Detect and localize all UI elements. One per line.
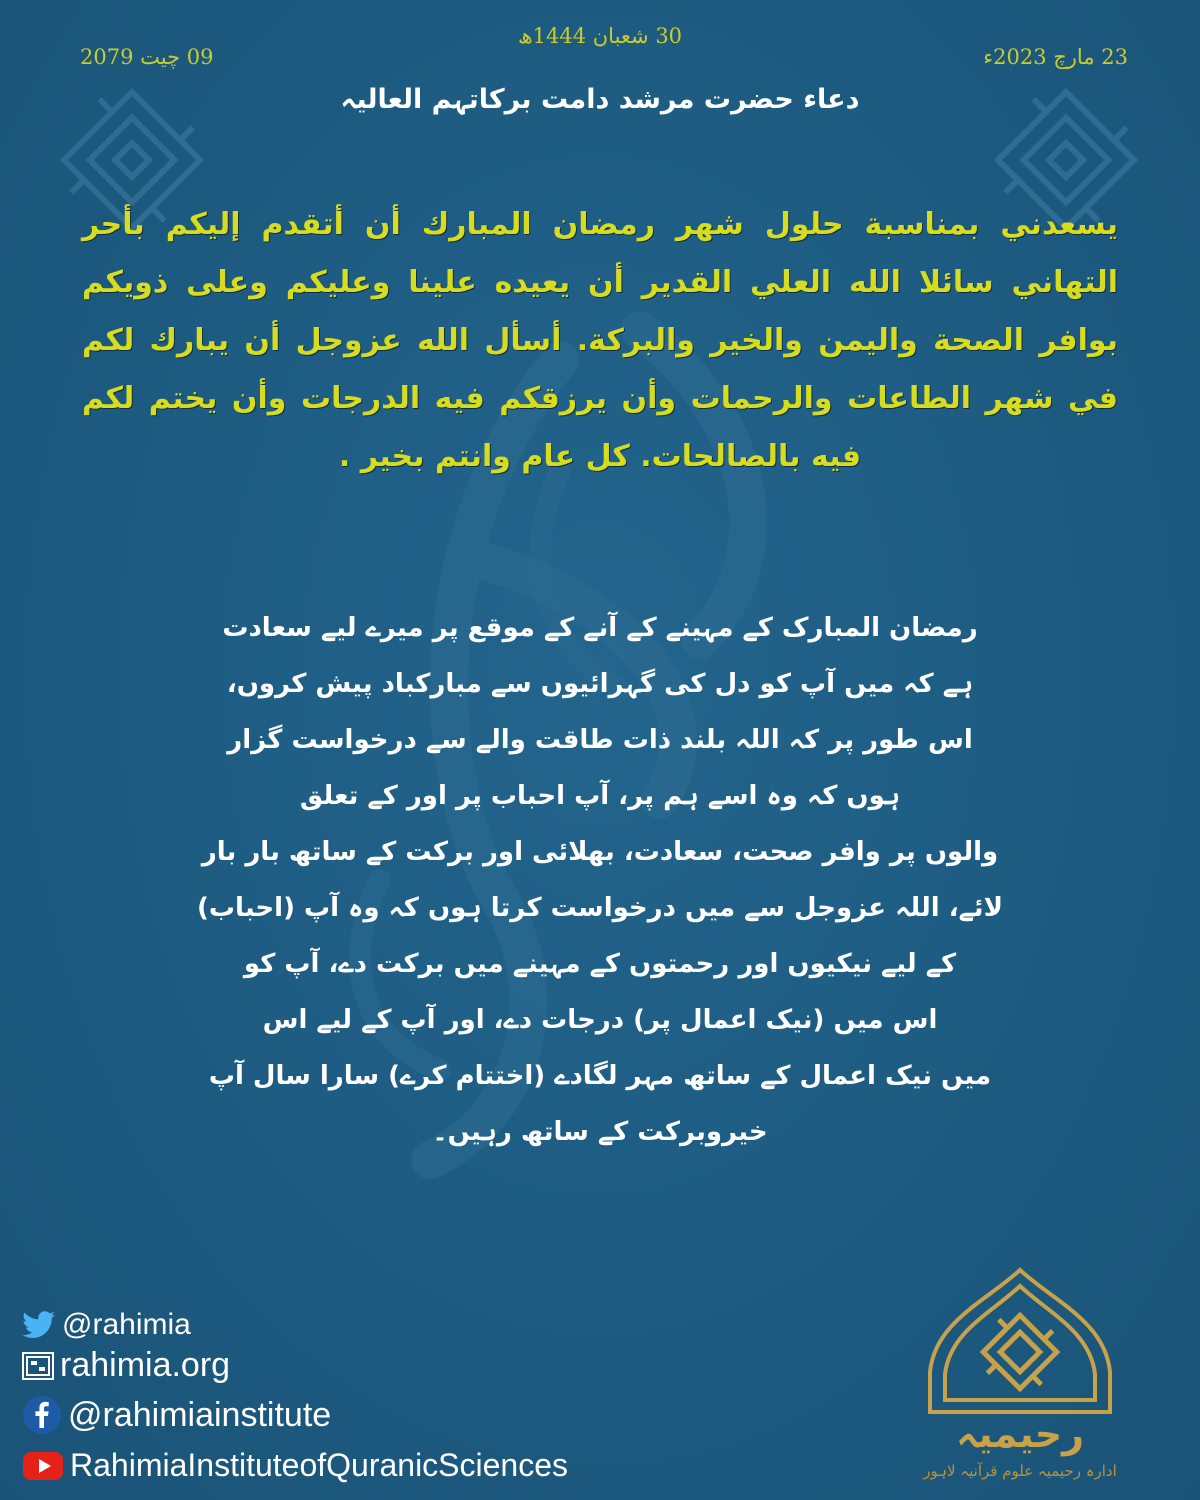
urdu-message (190, 600, 1010, 1160)
youtube-icon (22, 1451, 64, 1481)
logo-name: رحیمیہ (955, 1412, 1085, 1456)
youtube-channel: RahimiaInstituteofQuranicSciences (70, 1447, 569, 1483)
twitter-handle: @rahimia (62, 1308, 191, 1341)
twitter-link[interactable] (22, 1308, 191, 1342)
urdu-line: ہے کہ میں آپ کو دل کی گہرائیوں سے مبارکباد پیش کروں، (226, 669, 974, 699)
facebook-handle: @rahimiainstitute (68, 1395, 332, 1434)
page-title: دعاء حضرت مرشد دامت برکاتہم العالیہ (340, 84, 860, 115)
urdu-line: اس میں (نیک اعمال پر) درجات دے، اور آپ کے لیے اس (262, 1005, 938, 1035)
hijri-date: 30 شعبان 1444ھ (517, 24, 683, 48)
urdu-line: خیروبرکت کے ساتھ رہیں۔ (432, 1117, 768, 1147)
gregorian-date: 23 مارچ 2023ء (983, 45, 1128, 69)
twitter-icon (22, 1311, 56, 1339)
rahimia-logo (905, 1262, 1135, 1487)
bikrami-date: 09 چیت 2079 (80, 45, 214, 69)
facebook-icon (22, 1395, 62, 1435)
youtube-link[interactable] (22, 1447, 568, 1484)
urdu-line: والوں پر وافر صحت، سعادت، بھلائی اور برکت کے ساتھ بار بار (201, 837, 999, 867)
facebook-link[interactable] (22, 1395, 331, 1435)
website-icon (22, 1352, 54, 1380)
urdu-line: کے لیے نیکیوں اور رحمتوں کے مہینے میں برکت دے، آپ کو (243, 949, 957, 979)
urdu-line: میں نیک اعمال کے ساتھ مہر لگادے (اختتام کرے) سارا سال آپ (208, 1061, 992, 1091)
website-link[interactable] (22, 1346, 230, 1385)
urdu-line: لائے، اللہ عزوجل سے میں درخواست کرتا ہوں کہ وہ آپ (احباب) (197, 893, 1003, 923)
urdu-line: اس طور پر کہ اللہ بلند ذات طاقت والے سے درخواست گزار (227, 725, 973, 755)
website-url: rahimia.org (60, 1346, 231, 1384)
arabic-message: يسعدني بمناسبة حلول شهر رمضان المبارك أن أتقدم إليكم بأحر التهاني سائلا الله العلي القدير أن يعيده علينا وعليكم وعلى ذويكم بوافر الصحة واليمن والخير والبركة. أسأل الله عزوجل أن يبارك لكم في شهر الطاعات والرحمات وأن يرزقكم فيه الدرجات وأن يختم لكم فيه بالصالحات. كل عام وانتم بخير . (82, 207, 1118, 474)
logo-subtitle: ادارہ رحیمیہ علوم قرآنیہ لاہور (923, 1462, 1117, 1480)
urdu-line: ہوں کہ وہ اسے ہم پر، آپ احباب پر اور کے تعلق (299, 781, 901, 811)
urdu-line: رمضان المبارک کے مہینے کے آنے کے موقع پر میرے لیے سعادت (222, 613, 978, 643)
